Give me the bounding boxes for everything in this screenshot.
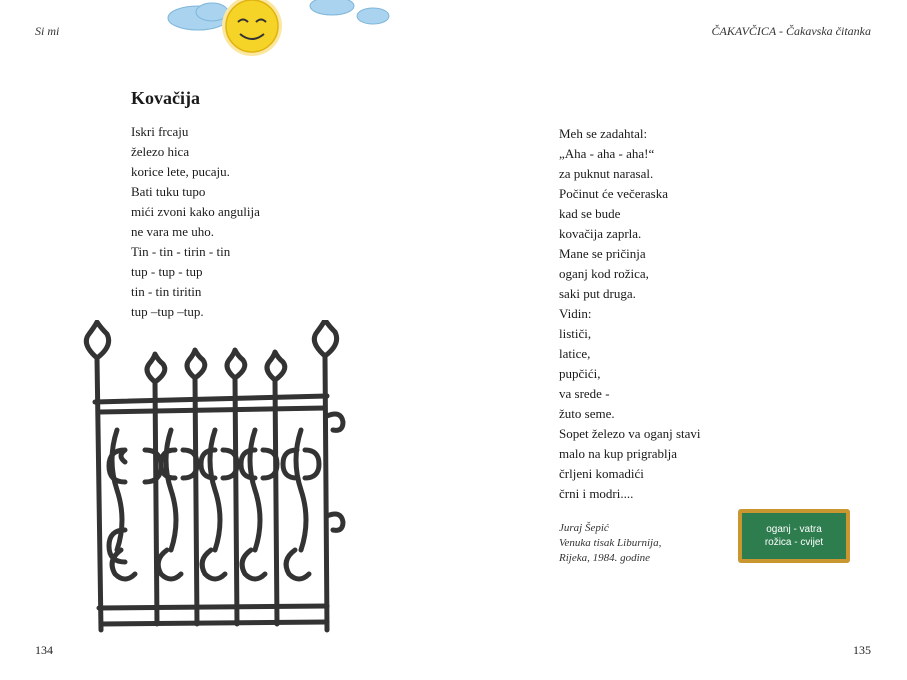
header-right: ČAKAVČICA - Čakavska čitanka [711, 24, 871, 38]
poem-line: tin - tin tiritin [131, 284, 202, 299]
poem-line: železo hica [131, 144, 190, 159]
poem-line: korice lete, pucaju. [131, 164, 230, 179]
poem-line: Sopet železo va oganj stavi [559, 426, 701, 441]
cloud-icon [310, 0, 389, 24]
poem-line: žuto seme. [559, 406, 615, 421]
page-number-left: 134 [35, 643, 53, 657]
poem-line: pupčići, [559, 366, 601, 381]
credit-author: Juraj Šepić [559, 522, 609, 534]
poem-line: črni i modri.... [559, 486, 634, 501]
poem-line: latice, [559, 346, 591, 361]
poem-line: za puknut narasal. [559, 166, 654, 181]
poem-line: malo na kup prigrablja [559, 446, 678, 461]
poem-line: mići zvoni kako angulija [131, 204, 260, 219]
iron-gate-illustration [75, 320, 355, 642]
poem-line: „Aha - aha - aha!“ [559, 146, 655, 161]
poem-line: Mane se pričinja [559, 246, 646, 261]
poem-line: Vidin: [559, 306, 592, 321]
poem-line: saki put druga. [559, 286, 636, 301]
credit-publisher: Venuka tisak Liburnija, [559, 537, 662, 549]
poem-line: va srede - [559, 386, 610, 401]
poem-line: ne vara me uho. [131, 224, 215, 239]
poem-line: tup –tup –tup. [131, 304, 204, 319]
poem-right-column [559, 124, 701, 504]
poem-line: kovačija zaprla. [559, 226, 642, 241]
sun-clouds-illustration [160, 0, 400, 60]
poem-line: Iskri frcaju [131, 124, 189, 139]
poem-line: oganj kod rožica, [559, 266, 649, 281]
header-left: Si mi [35, 24, 60, 38]
cloud-icon [168, 3, 228, 30]
poem-line: kad se bude [559, 206, 621, 221]
poem-line: Počinut će večeraska [559, 186, 669, 201]
poem-line: Bati tuku tupo [131, 184, 206, 199]
poem-credit [559, 521, 661, 566]
poem-line: Tin - tin - tirin - tin [131, 244, 231, 259]
credit-place-year: Rijeka, 1984. godine [559, 552, 651, 564]
poem-line: Meh se zadahtal: [559, 126, 648, 141]
glossary-box [738, 509, 850, 563]
sun-icon [222, 0, 282, 56]
page-number-right: 135 [853, 643, 871, 657]
glossary-line: rožica - cvijet [764, 537, 824, 548]
poem-line: lističi, [559, 326, 592, 341]
glossary-line: oganj - vatra [766, 524, 822, 535]
poem-line: črljeni komadići [559, 466, 644, 481]
poem-left-column [131, 122, 260, 322]
poem-line: tup - tup - tup [131, 264, 203, 279]
poem-title: Kovačija [131, 88, 200, 108]
